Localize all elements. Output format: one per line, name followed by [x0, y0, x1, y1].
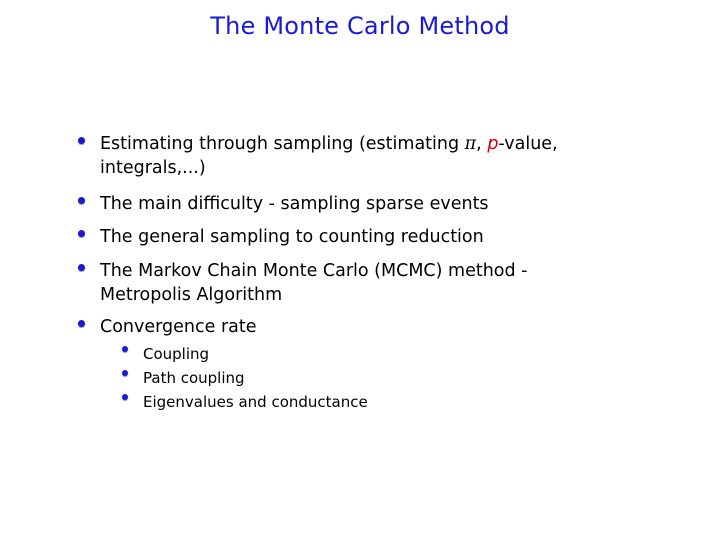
item-text-line1: The Markov Chain Monte Carlo (MCMC) method - [100, 261, 528, 281]
sub-item-text: Coupling [143, 345, 210, 363]
slide-title: The Monte Carlo Method [210, 12, 510, 40]
list-item [0, 225, 720, 249]
item-text-line2: Metropolis Algorithm [100, 285, 283, 305]
bullet-icon [78, 197, 85, 204]
sub-list-item [0, 366, 720, 390]
bullet-icon [78, 320, 85, 327]
list-item [0, 259, 720, 309]
list-item-text: Convergence rate [100, 317, 257, 337]
sub-item-text: Eigenvalues and conductance [143, 393, 368, 411]
list-item [0, 315, 720, 339]
item-text-part: , [476, 134, 488, 154]
p-symbol: p [487, 134, 499, 154]
item-text-part: -value, [498, 134, 558, 154]
sub-bullet-icon [122, 394, 128, 400]
list-item-text [100, 132, 600, 180]
item-text-line2: integrals,...) [100, 158, 206, 178]
list-item-text: The main difficulty - sampling sparse events [100, 194, 489, 214]
list-item [0, 132, 720, 182]
sub-item-text: Path coupling [143, 369, 245, 387]
list-item [0, 192, 720, 216]
bullet-icon [78, 264, 85, 271]
list-item-text: The general sampling to counting reduction [100, 227, 484, 247]
item-text-part: Estimating through sampling (estimating [100, 134, 465, 154]
list-item-text [100, 259, 600, 307]
sub-bullet-icon [122, 370, 128, 376]
bullet-icon [78, 230, 85, 237]
sub-bullet-icon [122, 346, 128, 352]
pi-symbol: π [464, 134, 477, 154]
sub-list-item [0, 390, 720, 414]
sub-list-item [0, 342, 720, 366]
bullet-icon [78, 137, 85, 144]
